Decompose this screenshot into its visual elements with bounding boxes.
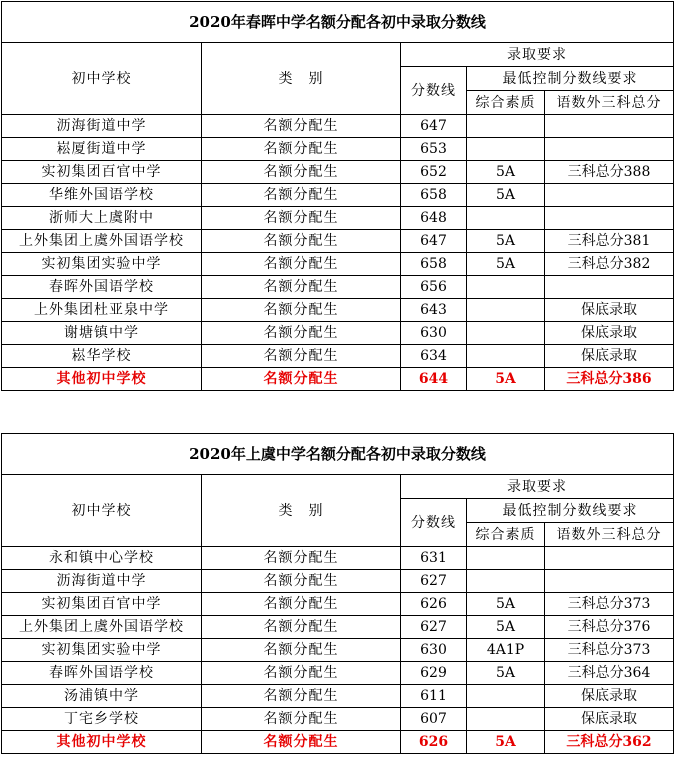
category-cell: 名额分配生 bbox=[202, 685, 401, 708]
requirements-header: 录取要求 bbox=[401, 475, 674, 499]
category-cell: 名额分配生 bbox=[202, 345, 401, 368]
chunhui-admission-table bbox=[1, 1, 674, 391]
score-cell: 631 bbox=[401, 547, 467, 570]
other-schools-row bbox=[2, 368, 674, 391]
score-cell: 656 bbox=[401, 276, 467, 299]
table-title: 2020年春晖中学名额分配各初中录取分数线 bbox=[2, 2, 674, 43]
quality-cell: 5A bbox=[467, 161, 545, 184]
table-row bbox=[2, 570, 674, 593]
score-cell: 626 bbox=[401, 593, 467, 616]
category-cell: 名额分配生 bbox=[202, 230, 401, 253]
table-row bbox=[2, 685, 674, 708]
min-control-header: 最低控制分数线要求 bbox=[467, 67, 674, 91]
three-subjects-cell: 三科总分362 bbox=[545, 731, 674, 754]
table-row bbox=[2, 345, 674, 368]
table-row bbox=[2, 207, 674, 230]
school-cell: 实初集团实验中学 bbox=[2, 639, 202, 662]
score-cell: 611 bbox=[401, 685, 467, 708]
school-cell: 丁宅乡学校 bbox=[2, 708, 202, 731]
three-subjects-cell bbox=[545, 184, 674, 207]
three-subjects-cell bbox=[545, 138, 674, 161]
quality-column-header: 综合素质 bbox=[467, 523, 545, 547]
quality-cell bbox=[467, 115, 545, 138]
school-cell: 汤浦镇中学 bbox=[2, 685, 202, 708]
quality-cell bbox=[467, 299, 545, 322]
table-title: 2020年上虞中学名额分配各初中录取分数线 bbox=[2, 434, 674, 475]
table-row bbox=[2, 161, 674, 184]
table-row bbox=[2, 115, 674, 138]
three-subjects-cell: 三科总分386 bbox=[545, 368, 674, 391]
table-row bbox=[2, 299, 674, 322]
category-cell: 名额分配生 bbox=[202, 322, 401, 345]
school-column-header: 初中学校 bbox=[2, 475, 202, 547]
score-cell: 647 bbox=[401, 115, 467, 138]
category-cell: 名额分配生 bbox=[202, 161, 401, 184]
quality-cell bbox=[467, 207, 545, 230]
category-cell: 名额分配生 bbox=[202, 639, 401, 662]
score-cell: 652 bbox=[401, 161, 467, 184]
header-row bbox=[2, 43, 674, 67]
school-cell: 华维外国语学校 bbox=[2, 184, 202, 207]
category-column-header: 类 别 bbox=[202, 475, 401, 547]
school-cell: 上外集团上虞外国语学校 bbox=[2, 230, 202, 253]
table-row bbox=[2, 184, 674, 207]
school-cell: 浙师大上虞附中 bbox=[2, 207, 202, 230]
table-row bbox=[2, 230, 674, 253]
score-cell: 630 bbox=[401, 639, 467, 662]
three-subjects-cell bbox=[545, 570, 674, 593]
score-cell: 648 bbox=[401, 207, 467, 230]
category-cell: 名额分配生 bbox=[202, 207, 401, 230]
score-cell: 643 bbox=[401, 299, 467, 322]
category-cell: 名额分配生 bbox=[202, 616, 401, 639]
three-subjects-cell: 保底录取 bbox=[545, 685, 674, 708]
quality-cell: 5A bbox=[467, 184, 545, 207]
cutoff-column-header: 分数线 bbox=[401, 67, 467, 115]
table-row bbox=[2, 253, 674, 276]
school-cell: 实初集团百官中学 bbox=[2, 593, 202, 616]
three-subjects-cell bbox=[545, 547, 674, 570]
category-cell: 名额分配生 bbox=[202, 299, 401, 322]
score-cell: 647 bbox=[401, 230, 467, 253]
category-cell: 名额分配生 bbox=[202, 184, 401, 207]
school-cell: 其他初中学校 bbox=[2, 368, 202, 391]
table-row bbox=[2, 593, 674, 616]
school-cell: 实初集团百官中学 bbox=[2, 161, 202, 184]
three-subjects-cell: 保底录取 bbox=[545, 299, 674, 322]
table-body bbox=[2, 547, 674, 754]
other-schools-row bbox=[2, 731, 674, 754]
three-subjects-cell: 三科总分381 bbox=[545, 230, 674, 253]
quality-cell: 5A bbox=[467, 616, 545, 639]
table-title-row bbox=[2, 434, 674, 475]
category-cell: 名额分配生 bbox=[202, 708, 401, 731]
quality-cell bbox=[467, 547, 545, 570]
three-subjects-cell: 三科总分382 bbox=[545, 253, 674, 276]
requirements-header: 录取要求 bbox=[401, 43, 674, 67]
quality-cell: 5A bbox=[467, 253, 545, 276]
school-cell: 春晖外国语学校 bbox=[2, 276, 202, 299]
quality-cell: 5A bbox=[467, 368, 545, 391]
score-cell: 627 bbox=[401, 570, 467, 593]
school-cell: 上外集团上虞外国语学校 bbox=[2, 616, 202, 639]
school-cell: 沥海街道中学 bbox=[2, 115, 202, 138]
score-cell: 658 bbox=[401, 184, 467, 207]
score-cell: 644 bbox=[401, 368, 467, 391]
quality-cell bbox=[467, 322, 545, 345]
quality-cell bbox=[467, 276, 545, 299]
quality-cell: 4A1P bbox=[467, 639, 545, 662]
school-cell: 上外集团杜亚泉中学 bbox=[2, 299, 202, 322]
category-column-header: 类 别 bbox=[202, 43, 401, 115]
three-subjects-cell bbox=[545, 276, 674, 299]
three-subjects-cell: 保底录取 bbox=[545, 708, 674, 731]
school-cell: 崧华学校 bbox=[2, 345, 202, 368]
quality-cell: 5A bbox=[467, 230, 545, 253]
table-row bbox=[2, 616, 674, 639]
table-title-row bbox=[2, 2, 674, 43]
three-subjects-cell: 三科总分373 bbox=[545, 639, 674, 662]
school-cell: 沥海街道中学 bbox=[2, 570, 202, 593]
three-subjects-cell bbox=[545, 207, 674, 230]
three-subjects-cell: 保底录取 bbox=[545, 345, 674, 368]
category-cell: 名额分配生 bbox=[202, 115, 401, 138]
min-control-header: 最低控制分数线要求 bbox=[467, 499, 674, 523]
score-cell: 634 bbox=[401, 345, 467, 368]
table-row bbox=[2, 662, 674, 685]
score-cell: 626 bbox=[401, 731, 467, 754]
school-cell: 崧厦街道中学 bbox=[2, 138, 202, 161]
quality-cell: 5A bbox=[467, 593, 545, 616]
header-row bbox=[2, 475, 674, 499]
score-cell: 658 bbox=[401, 253, 467, 276]
category-cell: 名额分配生 bbox=[202, 138, 401, 161]
quality-cell bbox=[467, 685, 545, 708]
category-cell: 名额分配生 bbox=[202, 662, 401, 685]
score-cell: 607 bbox=[401, 708, 467, 731]
category-cell: 名额分配生 bbox=[202, 276, 401, 299]
quality-cell: 5A bbox=[467, 662, 545, 685]
table-row bbox=[2, 708, 674, 731]
table-row bbox=[2, 547, 674, 570]
quality-cell bbox=[467, 345, 545, 368]
score-cell: 630 bbox=[401, 322, 467, 345]
table-row bbox=[2, 322, 674, 345]
score-cell: 629 bbox=[401, 662, 467, 685]
table-row bbox=[2, 276, 674, 299]
category-cell: 名额分配生 bbox=[202, 593, 401, 616]
school-cell: 其他初中学校 bbox=[2, 731, 202, 754]
school-cell: 永和镇中心学校 bbox=[2, 547, 202, 570]
three-subjects-cell: 保底录取 bbox=[545, 322, 674, 345]
three-subjects-cell: 三科总分373 bbox=[545, 593, 674, 616]
score-cell: 653 bbox=[401, 138, 467, 161]
category-cell: 名额分配生 bbox=[202, 731, 401, 754]
school-cell: 谢塘镇中学 bbox=[2, 322, 202, 345]
quality-column-header: 综合素质 bbox=[467, 91, 545, 115]
three-subjects-cell: 三科总分376 bbox=[545, 616, 674, 639]
three-subjects-column-header: 语数外三科总分 bbox=[545, 91, 674, 115]
three-subjects-column-header: 语数外三科总分 bbox=[545, 523, 674, 547]
table-row bbox=[2, 138, 674, 161]
three-subjects-cell bbox=[545, 115, 674, 138]
school-column-header: 初中学校 bbox=[2, 43, 202, 115]
category-cell: 名额分配生 bbox=[202, 547, 401, 570]
quality-cell bbox=[467, 570, 545, 593]
score-cell: 627 bbox=[401, 616, 467, 639]
table-row bbox=[2, 639, 674, 662]
category-cell: 名额分配生 bbox=[202, 570, 401, 593]
school-cell: 实初集团实验中学 bbox=[2, 253, 202, 276]
quality-cell bbox=[467, 708, 545, 731]
category-cell: 名额分配生 bbox=[202, 368, 401, 391]
table-body bbox=[2, 115, 674, 391]
cutoff-column-header: 分数线 bbox=[401, 499, 467, 547]
three-subjects-cell: 三科总分388 bbox=[545, 161, 674, 184]
three-subjects-cell: 三科总分364 bbox=[545, 662, 674, 685]
shangyu-admission-table bbox=[1, 433, 674, 754]
category-cell: 名额分配生 bbox=[202, 253, 401, 276]
quality-cell: 5A bbox=[467, 731, 545, 754]
quality-cell bbox=[467, 138, 545, 161]
school-cell: 春晖外国语学校 bbox=[2, 662, 202, 685]
